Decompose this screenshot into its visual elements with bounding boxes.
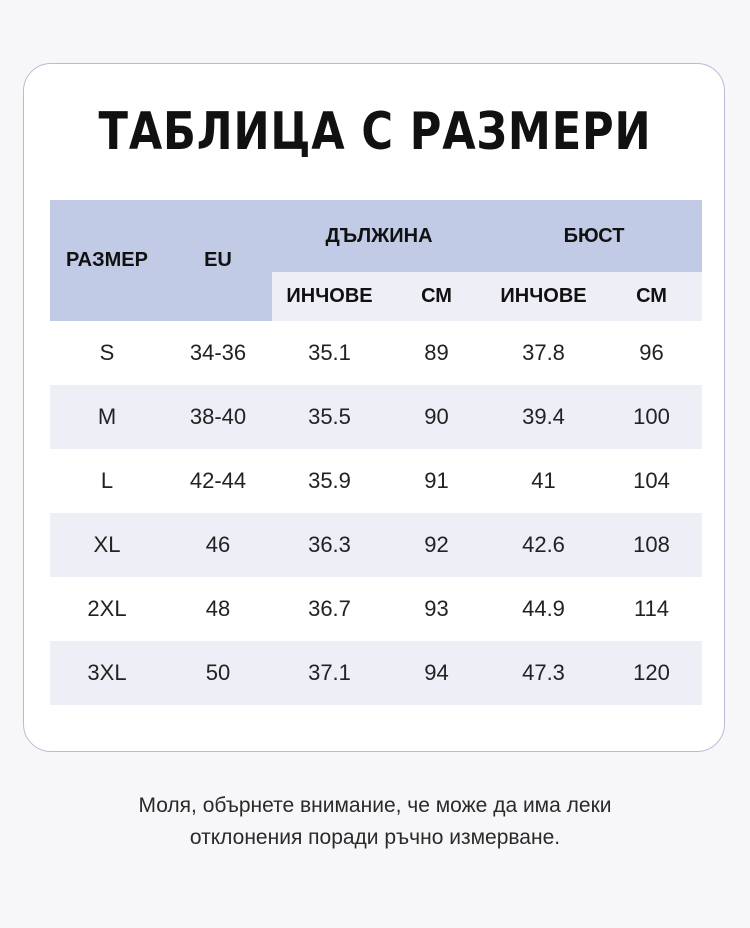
cell-bust-inches: 47.3 — [486, 641, 601, 705]
cell-length-inches: 35.5 — [272, 385, 387, 449]
cell-bust-cm: 100 — [601, 385, 702, 449]
header-bust-cm: СМ — [601, 272, 702, 321]
cell-bust-cm: 104 — [601, 449, 702, 513]
header-length: ДЪЛЖИНА — [272, 200, 486, 272]
table-row — [50, 641, 702, 705]
cell-bust-inches: 37.8 — [486, 321, 601, 385]
cell-bust-inches: 44.9 — [486, 577, 601, 641]
cell-length-inches: 35.9 — [272, 449, 387, 513]
page-title: ТАБЛИЦА С РАЗМЕРИ — [98, 102, 652, 162]
cell-length-inches: 36.3 — [272, 513, 387, 577]
cell-length-cm: 89 — [387, 321, 486, 385]
cell-eu: 50 — [164, 641, 272, 705]
note-line-2: отклонения поради ръчно измерване. — [189, 826, 561, 849]
cell-length-inches: 35.1 — [272, 321, 387, 385]
cell-eu: 34-36 — [164, 321, 272, 385]
cell-bust-inches: 39.4 — [486, 385, 601, 449]
header-length-inches: ИНЧОВЕ — [272, 272, 387, 321]
cell-length-cm: 90 — [387, 385, 486, 449]
header-length-cm: СМ — [387, 272, 486, 321]
cell-eu: 48 — [164, 577, 272, 641]
cell-length-cm: 91 — [387, 449, 486, 513]
cell-size: L — [50, 449, 164, 513]
header-bust: БЮСТ — [486, 200, 702, 272]
cell-length-inches: 36.7 — [272, 577, 387, 641]
cell-bust-cm: 96 — [601, 321, 702, 385]
cell-size: XL — [50, 513, 164, 577]
cell-bust-inches: 41 — [486, 449, 601, 513]
measurement-note — [0, 790, 750, 854]
header-eu: EU — [164, 200, 272, 321]
table-row — [50, 577, 702, 641]
header-size: РАЗМЕР — [50, 200, 164, 321]
table-row — [50, 449, 702, 513]
cell-eu: 46 — [164, 513, 272, 577]
cell-bust-cm: 114 — [601, 577, 702, 641]
cell-length-cm: 92 — [387, 513, 486, 577]
cell-eu: 38-40 — [164, 385, 272, 449]
cell-eu: 42-44 — [164, 449, 272, 513]
table-row — [50, 321, 702, 385]
cell-length-cm: 94 — [387, 641, 486, 705]
table-row — [50, 513, 702, 577]
cell-bust-cm: 108 — [601, 513, 702, 577]
cell-bust-cm: 120 — [601, 641, 702, 705]
table-row — [50, 385, 702, 449]
cell-size: S — [50, 321, 164, 385]
cell-size: 3XL — [50, 641, 164, 705]
note-line-1: Моля, обърнете внимание, че може да има леки — [138, 794, 612, 817]
cell-size: M — [50, 385, 164, 449]
cell-length-inches: 37.1 — [272, 641, 387, 705]
cell-bust-inches: 42.6 — [486, 513, 601, 577]
cell-length-cm: 93 — [387, 577, 486, 641]
cell-size: 2XL — [50, 577, 164, 641]
size-table — [50, 200, 702, 705]
header-bust-inches: ИНЧОВЕ — [486, 272, 601, 321]
